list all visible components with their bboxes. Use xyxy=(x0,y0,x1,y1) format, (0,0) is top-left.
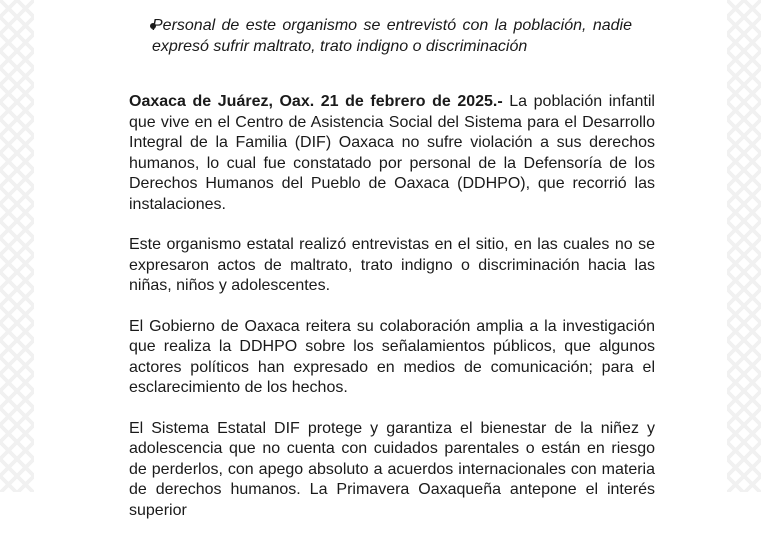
paragraph-1 xyxy=(129,92,655,215)
bullet-summary: Personal de este organismo se entrevistó con la población, nadie expresó sufrir maltrato, trato indigno o discriminación xyxy=(152,17,632,55)
press-release-body xyxy=(129,92,655,541)
paragraph-2: Este organismo estatal realizó entrevistas en el sitio, en las cuales no se expresaron actos de maltrato, trato indigno o discriminación hacia las niñas, niños y adolescentes. xyxy=(129,236,655,294)
decorative-border-left xyxy=(0,0,34,492)
paragraph-1-text: La población infantil que vive en el Centro de Asistencia Social del Sistema para el Desarrollo Integral de la Familia (DIF) Oaxaca no sufre violación a sus derechos humanos, lo cual fue constatado por personal de la Defensoría de los Derechos Humanos del Pueblo de Oaxaca (DDHPO), que recorrió las instalaciones. xyxy=(129,93,655,213)
paragraph-4: El Sistema Estatal DIF protege y garantiza el bienestar de la niñez y adolescencia que no cuenta con cuidados parentales o están en riesgo de perderlos, con apego absoluto a acuerdos internacionales con materia de derechos humanos. La Primavera Oaxaqueña antepone el interés superior xyxy=(129,419,655,519)
dateline: Oaxaca de Juárez, Oax. 21 de febrero de 2025.- xyxy=(129,93,503,110)
decorative-border-right xyxy=(727,0,761,492)
paragraph-3: El Gobierno de Oaxaca reitera su colaboración amplia a la investigación que realiza la DDHPO sobre los señalamientos públicos, que algunos actores políticos han expresado en medios de comunicación; para el esclarecimiento de los hechos. xyxy=(129,317,655,396)
